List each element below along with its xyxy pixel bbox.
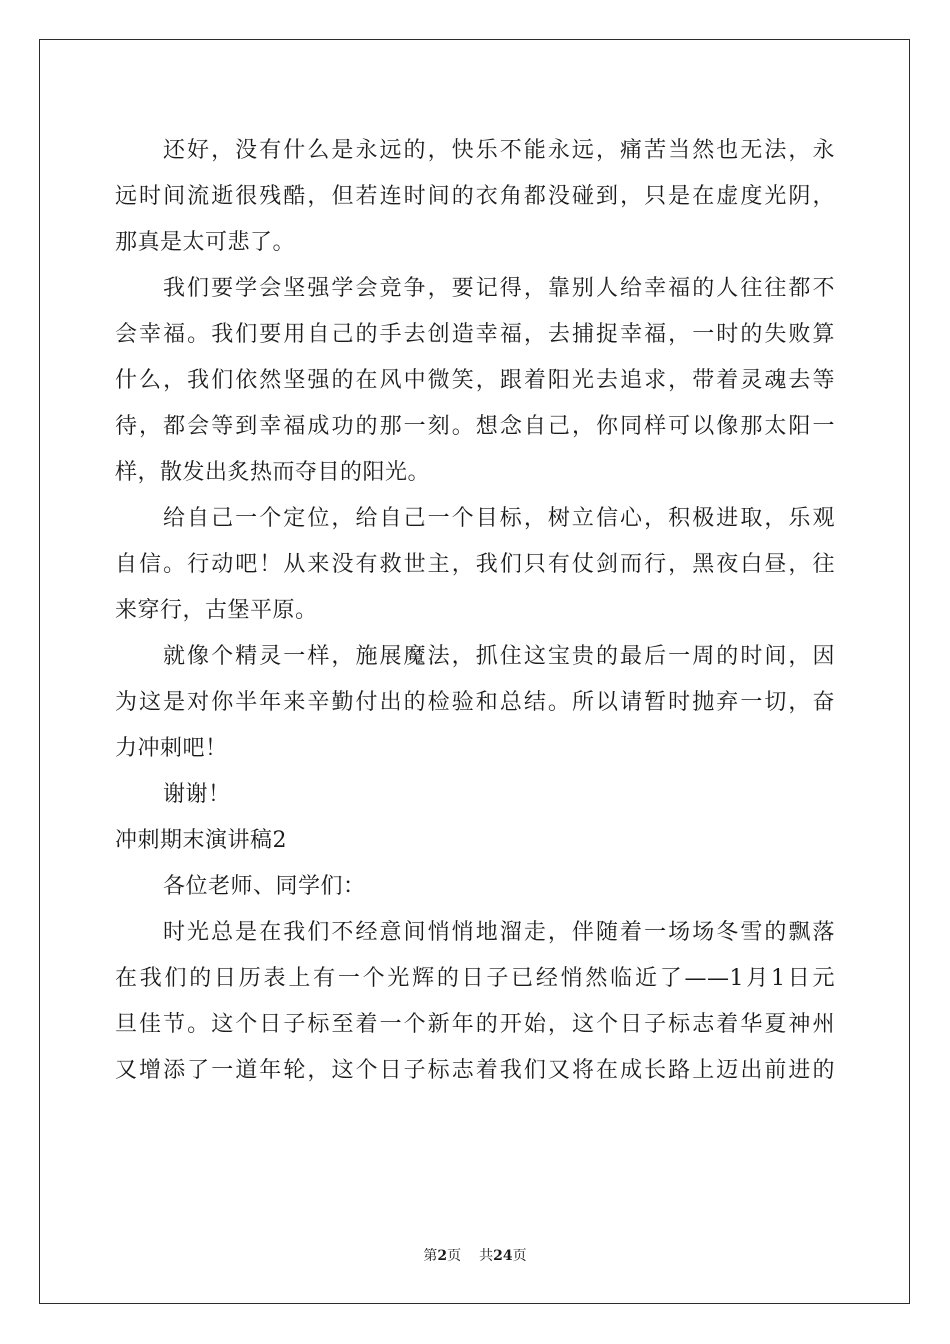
paragraph-line: 什么，我们依然坚强的在风中微笑，跟着阳光去追求，带着灵魂去等: [115, 368, 835, 393]
current-page-number: 2: [437, 1248, 448, 1264]
section-heading: 冲刺期末演讲稿2: [115, 828, 287, 853]
paragraph-line: 那真是太可悲了。: [115, 230, 296, 255]
paragraph-line: 为这是对你半年来辛勤付出的检验和总结。所以请暂时抛弃一切，奋: [115, 690, 835, 715]
closing-thanks: 谢谢！: [163, 782, 231, 807]
paragraph-line: 给自己一个定位，给自己一个目标，树立信心，积极进取，乐观: [163, 506, 835, 531]
paragraph-line: 远时间流逝很残酷，但若连时间的衣角都没碰到，只是在虚度光阴，: [115, 184, 835, 209]
paragraph-line: 待，都会等到幸福成功的那一刻。想念自己，你同样可以像那太阳一: [115, 414, 835, 439]
paragraph-line: 还好，没有什么是永远的，快乐不能永远，痛苦当然也无法，永: [163, 138, 835, 163]
paragraph-line: 力冲刺吧！: [115, 736, 228, 761]
page-unit: 页: [447, 1248, 462, 1264]
paragraph-line: 样，散发出炙热而夺目的阳光。: [115, 460, 431, 485]
salutation: 各位老师、同学们：: [163, 874, 366, 899]
total-page-count: 24: [493, 1248, 513, 1264]
paragraph-line: 我们要学会坚强学会竞争，要记得，靠别人给幸福的人往往都不: [163, 276, 835, 301]
paragraph-line: 会幸福。我们要用自己的手去创造幸福，去捕捉幸福，一时的失败算: [115, 322, 835, 347]
paragraph-line: 又增添了一道年轮，这个日子标志着我们又将在成长路上迈出前进的: [115, 1058, 835, 1083]
paragraph-line: 自信。行动吧！从来没有救世主，我们只有仗剑而行，黑夜白昼，往: [115, 552, 835, 577]
total-unit: 页: [512, 1248, 527, 1264]
paragraph-line: 来穿行，古堡平原。: [115, 598, 318, 623]
page-prefix: 第: [423, 1248, 438, 1264]
paragraph-line: 在我们的日历表上有一个光辉的日子已经悄然临近了——1月1日元: [115, 966, 835, 991]
paragraph-line: 旦佳节。这个日子标至着一个新年的开始，这个日子标志着华夏神州: [115, 1012, 835, 1037]
total-prefix: 共: [479, 1248, 494, 1264]
page-footer: [0, 1245, 950, 1265]
paragraph-line: 时光总是在我们不经意间悄悄地溜走，伴随着一场场冬雪的飘落: [163, 920, 835, 945]
paragraph-line: 就像个精灵一样，施展魔法，抓住这宝贵的最后一周的时间，因: [163, 644, 835, 669]
